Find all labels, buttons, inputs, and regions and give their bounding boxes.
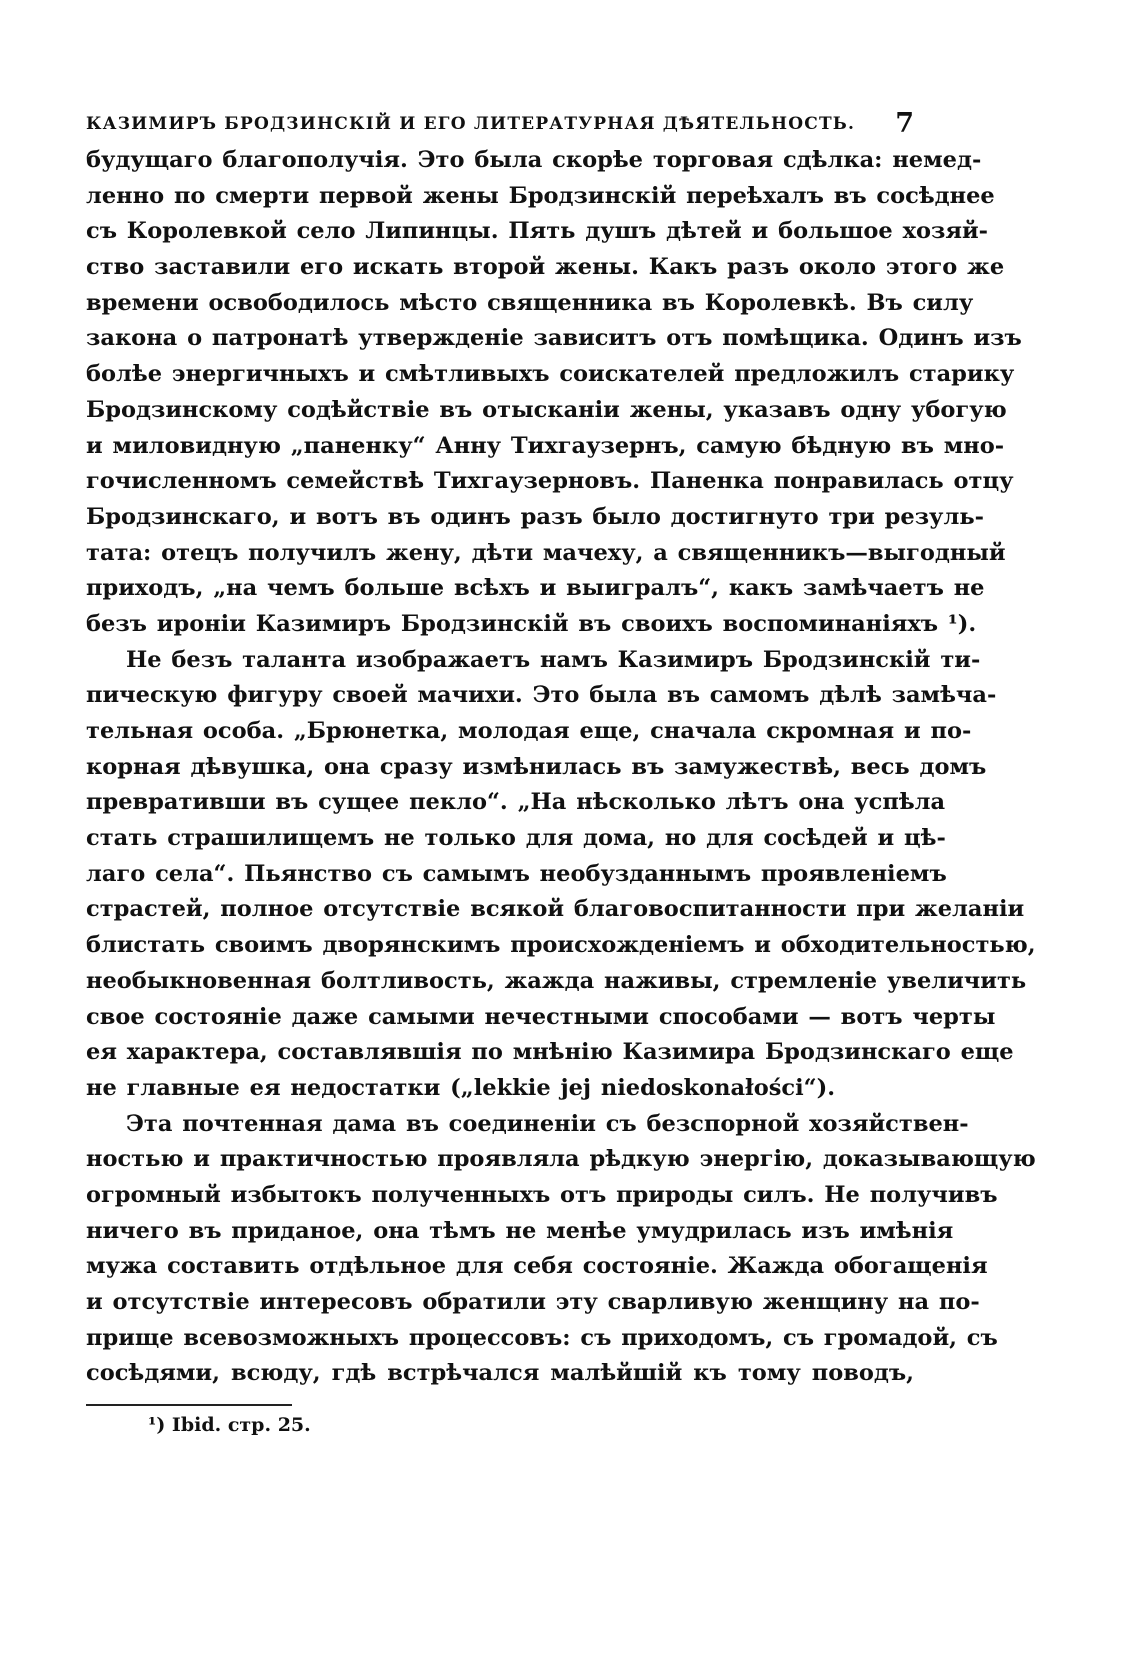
text-line: превративши въ сущее пекло“. „На нѣсколько лѣтъ она успѣла (86, 789, 946, 816)
text-line: Эта почтенная дама въ соединеніи съ безспорной хозяйствен- (126, 1110, 969, 1137)
text-line: времени освободилось мѣсто священника въ Королевкѣ. Въ силу (86, 289, 974, 316)
text-line: тата: отецъ получилъ жену, дѣти мачеху, а священникъ—выгодный (86, 539, 1006, 566)
text-line: страстей, полное отсутствіе всякой благовоспитанности при желаніи (86, 896, 1025, 923)
text-line: Не безъ таланта изображаетъ намъ Казимиръ Бродзинскій ти- (126, 646, 981, 673)
text-line: ство заставили его искать второй жены. Какъ разъ около этого же (86, 254, 1005, 281)
text-line: Бродзинскаго, и вотъ въ одинъ разъ было достигнуто три резуль- (86, 503, 984, 530)
text-line: закона о патронатѣ утвержденіе зависитъ отъ помѣщика. Одинъ изъ (86, 325, 1022, 352)
text-line: ея характера, составлявшія по мнѣнію Казимира Бродзинскаго еще (86, 1039, 1014, 1066)
text-line: и миловидную „паненку“ Анну Тихгаузернъ, самую бѣдную въ мно- (86, 432, 1005, 459)
text-line: пическую фигуру своей мачихи. Это была въ самомъ дѣлѣ замѣча- (86, 682, 997, 709)
text-line: мужа составить отдѣльное для себя состояніе. Жажда обогащенія (86, 1253, 988, 1280)
text-line: стать страшилищемъ не только для дома, но для сосѣдей и цѣ- (86, 825, 946, 852)
text-line: блистать своимъ дворянскимъ происхожденіемъ и обходительностью, (86, 932, 1036, 959)
footnote: ¹) Ibid. стр. 25. (148, 1414, 311, 1437)
text-line: Бродзинскому содѣйствіе въ отысканіи жены, указавъ одну убогую (86, 396, 1007, 423)
text-line: съ Королевкой село Липинцы. Пять душъ дѣтей и большое хозяй- (86, 218, 988, 245)
text-line: тельная особа. „Брюнетка, молодая еще, сначала скромная и по- (86, 718, 972, 744)
book-page (86, 104, 1036, 1644)
text-line: огромный избытокъ полученныхъ отъ природы силъ. Не получивъ (86, 1181, 998, 1208)
text-line: безъ ироніи Казимиръ Бродзинскій въ своихъ воспоминаніяхъ ¹). (86, 610, 977, 637)
text-line: не главные ея недостатки („lekkie jej niedoskonałości“). (86, 1074, 836, 1101)
text-line: лаго села“. Пьянство съ самымъ необузданнымъ проявленіемъ (86, 860, 947, 887)
text-line: сосѣдями, всюду, гдѣ встрѣчался малѣйшій къ тому поводъ, (86, 1360, 914, 1387)
text-line: прище всевозможныхъ процессовъ: съ приходомъ, съ громадой, съ (86, 1324, 998, 1351)
text-line: болѣе энергичныхъ и смѣтливыхъ соискателей предложилъ старику (86, 361, 1015, 388)
running-head (86, 104, 914, 140)
body-text (86, 143, 1036, 1392)
footnote-divider (86, 1404, 292, 1406)
text-line: будущаго благополучія. Это была скорѣе торговая сдѣлка: немед- (86, 147, 982, 173)
text-line: свое состояніе даже самыми нечестными способами — вотъ черты (86, 1003, 996, 1030)
page-number: 7 (895, 108, 914, 139)
text-line: и отсутствіе интересовъ обратили эту сварливую женщину на по- (86, 1289, 980, 1315)
text-line: приходъ, „на чемъ больше всѣхъ и выигралъ“, какъ замѣчаетъ не (86, 575, 985, 602)
text-line: ничего въ приданое, она тѣмъ не менѣе умудрилась изъ имѣнія (86, 1217, 954, 1244)
text-line: ностью и практичностью проявляла рѣдкую энергію, доказывающую (86, 1146, 1036, 1173)
running-title: КАЗИМИРЪ БРОДЗИНСКІЙ И ЕГО ЛИТЕРАТУРНАЯ ДѢЯТЕЛЬНОСТЬ. (86, 114, 856, 134)
text-line: гочисленномъ семействѣ Тихгаузерновъ. Паненка понравилась отцу (86, 468, 1014, 495)
text-line: ленно по смерти первой жены Бродзинскій переѣхалъ въ сосѣднее (86, 182, 995, 209)
text-line: корная дѣвушка, она сразу измѣнилась въ замужествѣ, весь домъ (86, 753, 987, 780)
text-line: необыкновенная болтливость, жажда наживы, стремленіе увеличить (86, 967, 1027, 994)
